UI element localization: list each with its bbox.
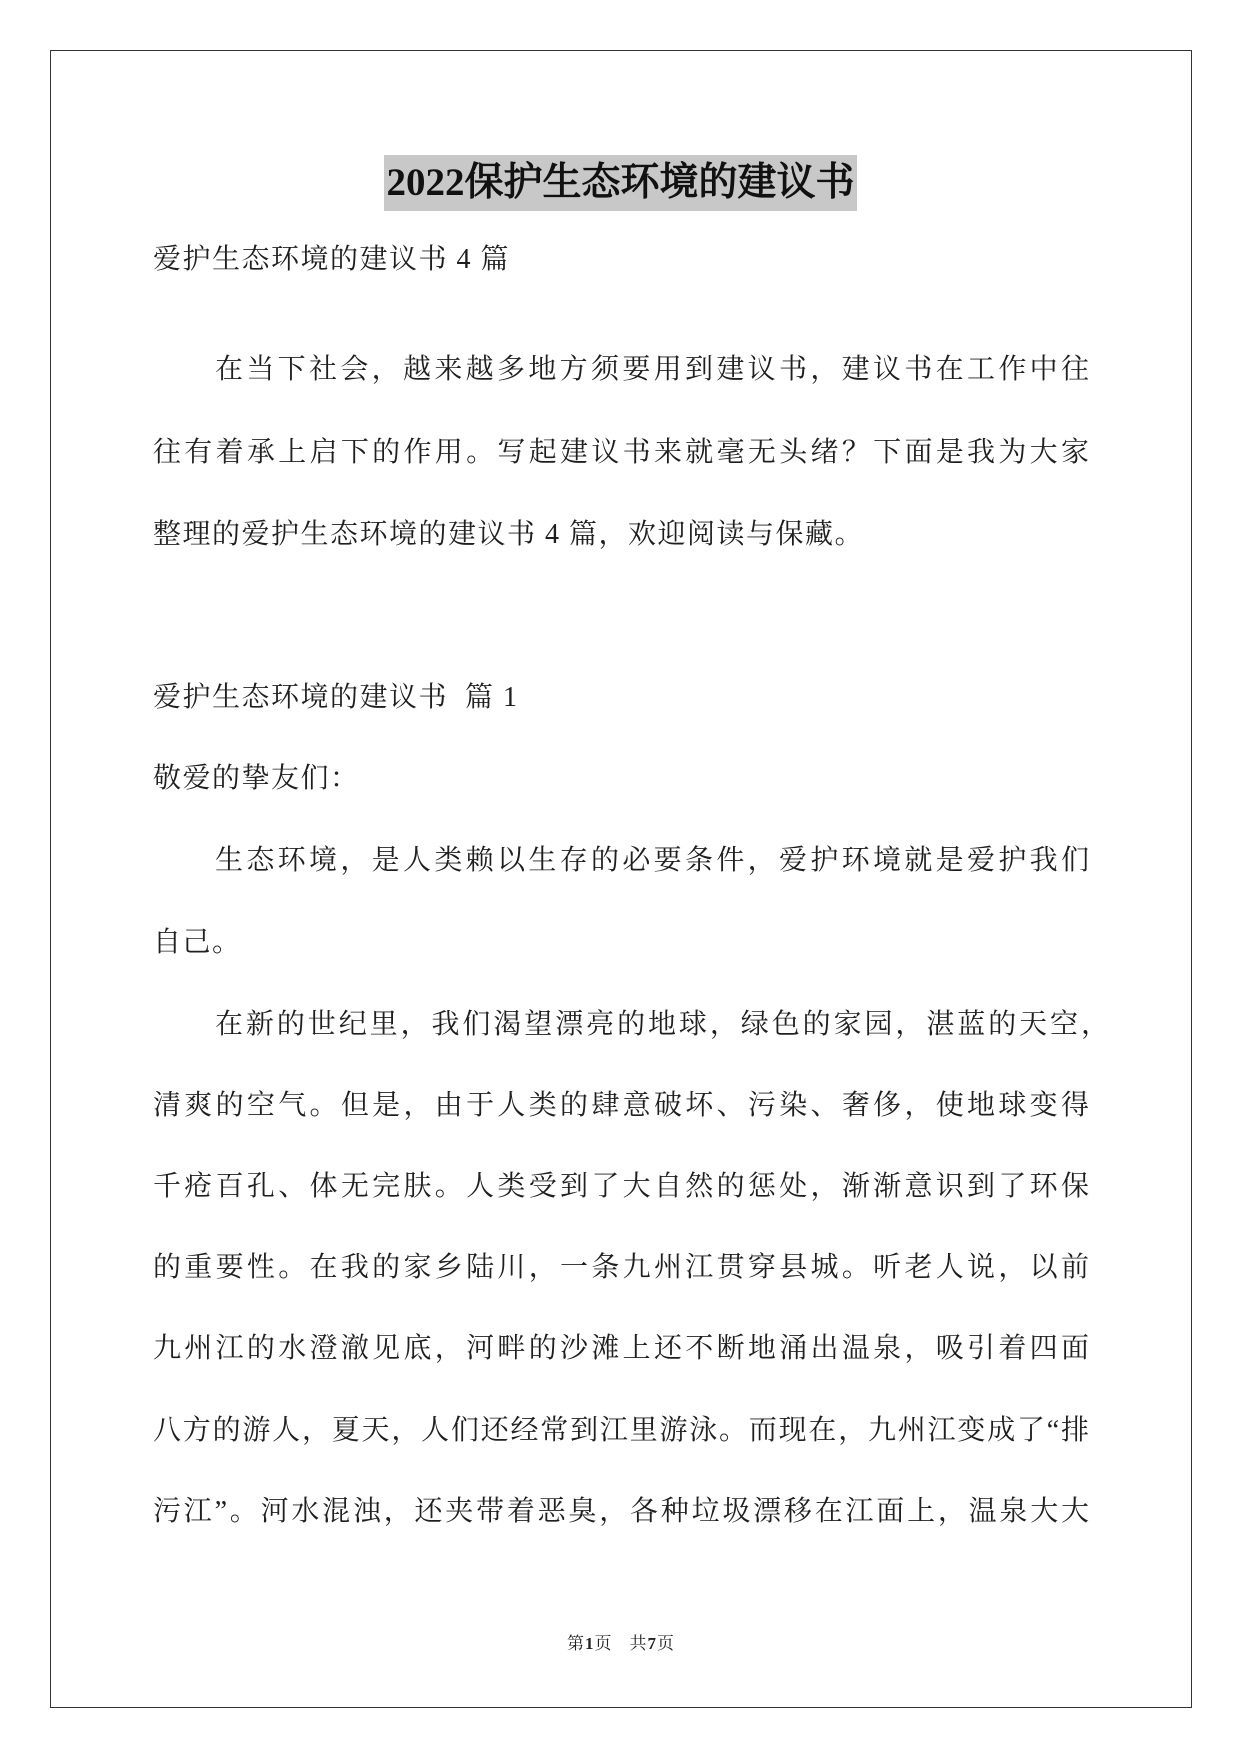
paragraph-line: 清爽的空气。但是，由于人类的肆意破坏、污染、奢侈，使地球变得 [153, 1090, 1089, 1121]
total-pages: 7 [647, 1634, 656, 1653]
paragraph-line: 生态环境，是人类赖以生存的必要条件，爱护环境就是爱护我们 [215, 845, 1089, 876]
paragraph-line: 九州江的水澄澈见底，河畔的沙滩上还不断地涌出温泉，吸引着四面 [153, 1333, 1089, 1364]
paragraph-line: 污江”。河水混浊，还夹带着恶臭，各种垃圾漂移在江面上，温泉大大 [153, 1496, 1089, 1527]
title-block [0, 155, 1241, 211]
intro-line: 在当下社会，越来越多地方须要用到建议书，建议书在工作中往 [215, 354, 1089, 385]
total-pages-prefix: 共 [629, 1634, 647, 1653]
paragraph-line: 的重要性。在我的家乡陆川，一条九州江贯穿县城。听老人说，以前 [153, 1252, 1089, 1283]
salutation: 敬爱的挚友们： [153, 763, 360, 794]
document-title: 2022保护生态环境的建议书 [384, 155, 856, 211]
intro-line: 整理的爱护生态环境的建议书 4 篇，欢迎阅读与保藏。 [153, 519, 865, 550]
paragraph-line: 千疮百孔、体无完肤。人类受到了大自然的惩处，渐渐意识到了环保 [153, 1171, 1089, 1202]
intro-line: 往有着承上启下的作用。写起建议书来就毫无头绪？下面是我为大家 [153, 437, 1089, 468]
total-pages-suffix: 页 [657, 1634, 674, 1653]
page-number-suffix: 页 [594, 1634, 612, 1653]
paragraph-line: 自己。 [153, 927, 242, 958]
paragraph-line: 八方的游人，夏天，人们还经常到江里游泳。而现在，九州江变成了“排 [153, 1415, 1089, 1446]
page-number: 1 [585, 1634, 594, 1653]
page-footer [0, 1632, 1241, 1656]
section-heading: 爱护生态环境的建议书 篇 1 [153, 682, 519, 713]
page-number-prefix: 第 [567, 1634, 584, 1653]
document-subtitle: 爱护生态环境的建议书 4 篇 [153, 244, 511, 275]
paragraph-line: 在新的世纪里，我们渴望漂亮的地球，绿色的家园，湛蓝的天空， [215, 1009, 1109, 1040]
